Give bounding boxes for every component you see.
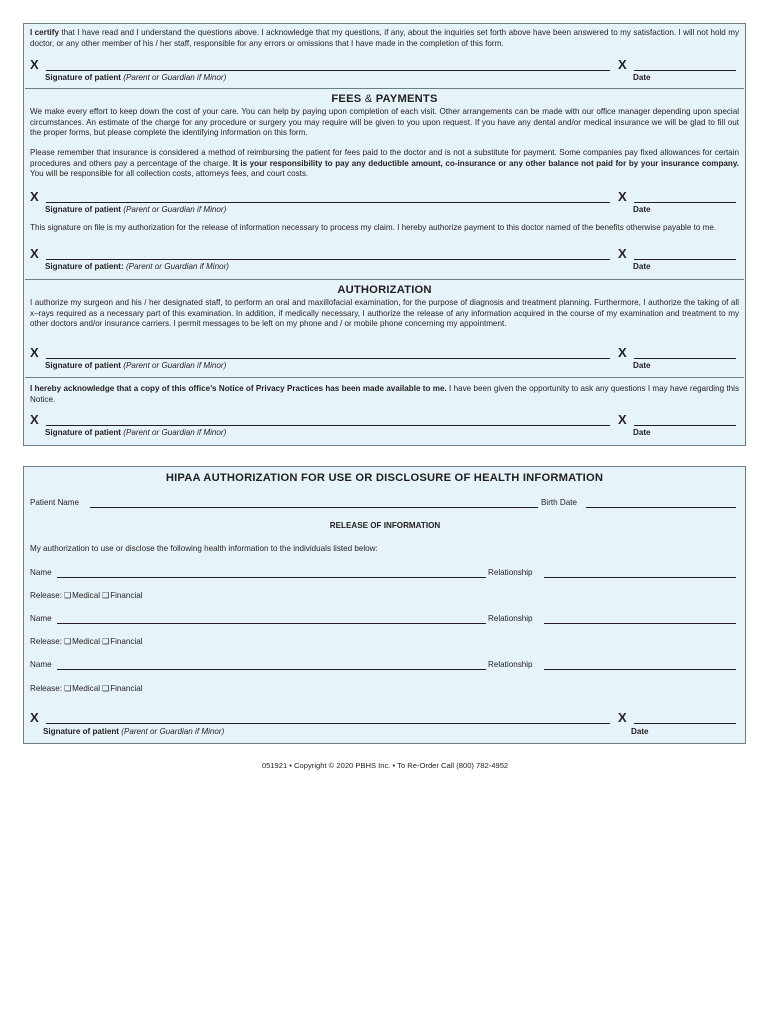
signature-x-mark: X [30, 57, 39, 72]
signature-x-mark: X [30, 246, 39, 261]
divider [25, 279, 744, 280]
hipaa-title: HIPAA AUTHORIZATION FOR USE OR DISCLOSURE OF HEALTH INFORMATION [165, 472, 604, 484]
date-line[interactable] [634, 70, 736, 71]
date-x-mark: X [618, 246, 627, 261]
medical-checkbox[interactable]: ❑ [63, 684, 72, 693]
date-line[interactable] [634, 723, 736, 724]
birth-date-label: Birth Date [541, 498, 577, 507]
patient-name-label: Patient Name [30, 498, 80, 507]
signature-label: Signature of patient (Parent or Guardian if Minor) [45, 361, 227, 370]
signature-x-mark: X [30, 412, 39, 427]
medical-checkbox[interactable]: ❑ [63, 637, 72, 646]
signature-line[interactable] [46, 70, 610, 71]
relationship-label: Relationship [488, 660, 533, 669]
release-intro-text: My authorization to use or disclose the following health information to the individuals listed below: [30, 544, 378, 553]
date-label: Date [633, 428, 651, 437]
signature-x-mark: X [30, 345, 39, 360]
date-label: Date [633, 361, 651, 370]
date-x-mark: X [618, 57, 627, 72]
fees-payments-title: FEES & PAYMENTS [331, 93, 438, 105]
date-x-mark: X [618, 412, 627, 427]
date-x-mark: X [618, 189, 627, 204]
signature-line[interactable] [46, 202, 610, 203]
financial-checkbox[interactable]: ❑ [102, 591, 110, 600]
signature-label: Signature of patient: (Parent or Guardian if Minor) [45, 262, 229, 271]
date-label: Date [633, 205, 651, 214]
certify-paragraph: I certify that I have read and I understand the questions above. I acknowledge that my questions, if any, about the inquiries set forth above have been answered to my satisfaction. I will not hold my doctor, or any other member of his / her staff, responsible for any errors or omissions that I have made in the completion of this form. [30, 28, 739, 48]
relationship-field[interactable] [544, 577, 736, 578]
signature-label: Signature of patient (Parent or Guardian if Minor) [45, 205, 227, 214]
recipient-name-field[interactable] [57, 669, 486, 670]
birth-date-field[interactable] [586, 507, 736, 508]
relationship-field[interactable] [544, 623, 736, 624]
date-line[interactable] [634, 259, 736, 260]
relationship-label: Relationship [488, 614, 533, 623]
signature-label: Signature of patient (Parent or Guardian if Minor) [43, 727, 225, 736]
recipient-name-field[interactable] [57, 623, 486, 624]
medical-checkbox[interactable]: ❑ [63, 591, 72, 600]
signature-label: Signature of patient (Parent or Guardian if Minor) [45, 73, 227, 82]
recipient-name-field[interactable] [57, 577, 486, 578]
footer-copyright: 051921 • Copyright © 2020 PBHS Inc. • To Re-Order Call (800) 782-4952 [261, 761, 509, 770]
recipient-name-label: Name [30, 568, 52, 577]
date-x-mark: X [618, 710, 627, 725]
consent-form-panel [23, 23, 746, 446]
release-options: Release: ❑Medical ❑Financial [30, 637, 143, 646]
date-line[interactable] [634, 425, 736, 426]
signature-line[interactable] [46, 425, 610, 426]
release-of-information-title: RELEASE OF INFORMATION [329, 521, 441, 530]
divider [25, 377, 744, 378]
authorization-title: AUTHORIZATION [337, 284, 432, 296]
financial-checkbox[interactable]: ❑ [102, 684, 110, 693]
relationship-label: Relationship [488, 568, 533, 577]
date-line[interactable] [634, 358, 736, 359]
date-label: Date [633, 262, 651, 271]
fees-paragraph-1: We make every effort to keep down the cost of your care. You can help by paying upon completion of each visit. Other arrangements can be made with our office manager depending upon special circumstances. An estimate of the charge for any procedure or surgery you may require will be given to you upon request. If you have any dental and/or medical insurance we will be glad to fill out the proper forms, but please complete the identifying information on this form. [30, 107, 739, 138]
patient-name-field[interactable] [90, 507, 538, 508]
signature-line[interactable] [46, 259, 610, 260]
signature-on-file-paragraph: This signature on file is my authorization for the release of information necessary to process my claim. I hereby authorize payment to this doctor named of the benefits otherwise payable to me. [30, 223, 717, 232]
fees-paragraph-2: Please remember that insurance is considered a method of reimbursing the patient for fees paid to the doctor and is not a substitute for payment. Some companies pay fixed allowances for certain procedures and others pay a percentage of the charge. It is your responsibility to pay any deductible amount, co-insurance or any other balance not paid for by your insurance company. You will be responsible for all collection costs, attorneys fees, and court costs. [30, 148, 740, 179]
date-label: Date [633, 73, 651, 82]
date-label: Date [631, 727, 649, 736]
authorization-paragraph: I authorize my surgeon and his / her designated staff, to perform an oral and maxillofacial examination, for the purpose of diagnosis and treatment planning. Furthermore, I authorize the taking of all x–rays required as a necessary part of this examination. In addition, if medically necessary, I authorize the release of any information acquired in the course of my examination and treatment to my other doctors and/or insurance carriers. I permit messages to be left on my phone and / or mobile phone concerning my appointment. [30, 298, 739, 329]
release-options: Release: ❑Medical ❑Financial [30, 684, 143, 693]
relationship-field[interactable] [544, 669, 736, 670]
signature-x-mark: X [30, 710, 39, 725]
signature-label: Signature of patient (Parent or Guardian if Minor) [45, 428, 227, 437]
privacy-acknowledgement-paragraph: I hereby acknowledge that a copy of this office’s Notice of Privacy Practices has been made available to me. I have been given the opportunity to ask any questions I may have regarding this Notice. [30, 384, 740, 404]
date-x-mark: X [618, 345, 627, 360]
recipient-name-label: Name [30, 614, 52, 623]
signature-x-mark: X [30, 189, 39, 204]
signature-line[interactable] [46, 723, 610, 724]
release-options: Release: ❑Medical ❑Financial [30, 591, 143, 600]
date-line[interactable] [634, 202, 736, 203]
financial-checkbox[interactable]: ❑ [102, 637, 110, 646]
divider [25, 88, 744, 89]
signature-line[interactable] [46, 358, 610, 359]
recipient-name-label: Name [30, 660, 52, 669]
